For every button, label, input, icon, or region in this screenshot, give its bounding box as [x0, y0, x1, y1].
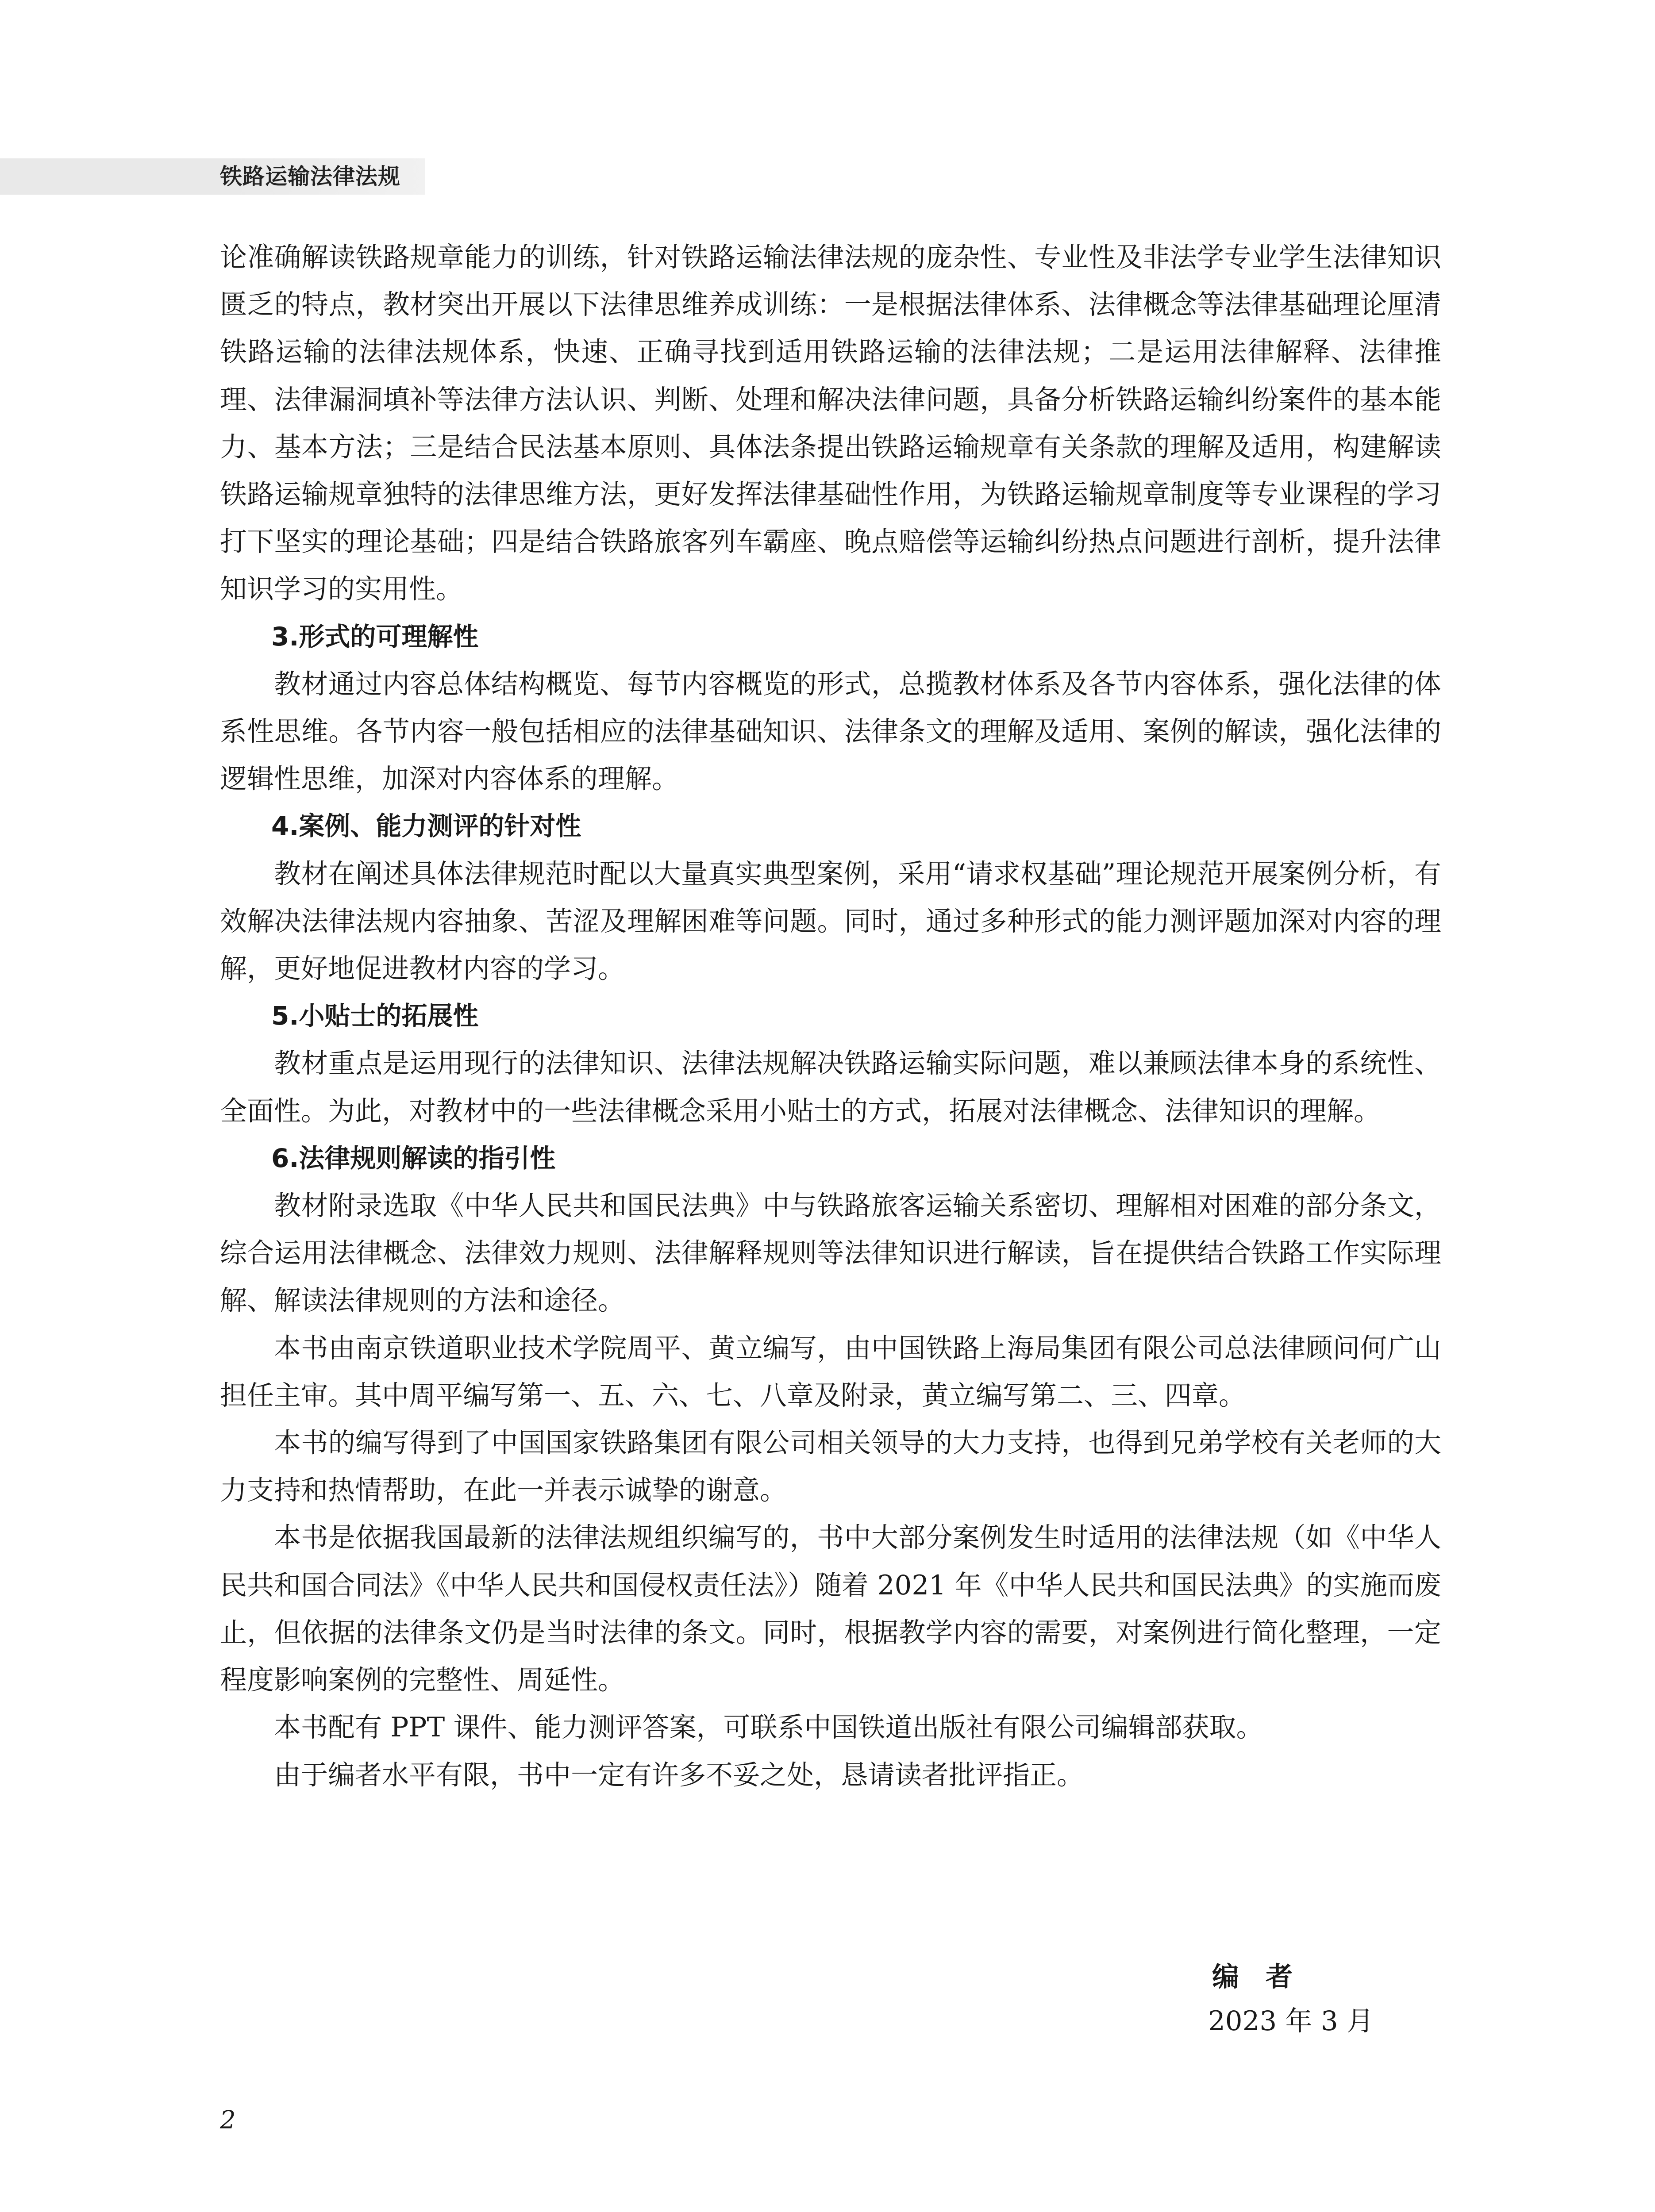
- paragraph-acknowledgement: 本书的编写得到了中国国家铁路集团有限公司相关领导的大力支持，也得到兄弟学校有关老师的大力支持和热情帮助，在此一并表示诚挚的谢意。: [220, 1427, 1441, 1506]
- paragraph-closing: 由于编者水平有限，书中一定有许多不妥之处，恳请读者批评指正。: [274, 1759, 1084, 1791]
- paragraph-authors: 本书由南京铁道职业技术学院周平、黄立编写，由中国铁路上海局集团有限公司总法律顾问何广山担任主审。其中周平编写第一、五、六、七、八章及附录，黄立编写第二、三、四章。: [220, 1332, 1441, 1411]
- page-body: [220, 234, 1441, 1799]
- section-heading-6: 6.法律规则解读的指引性: [271, 1143, 556, 1173]
- paragraph-section-4: 教材在阐述具体法律规范时配以大量真实典型案例，采用“请求权基础”理论规范开展案例分析，有效解决法律法规内容抽象、苦涩及理解困难等问题。同时，通过多种形式的能力测评题加深对内容的理解，更好地促进教材内容的学习。: [220, 858, 1441, 985]
- paragraph-resources: 本书配有 PPT 课件、能力测评答案，可联系中国铁道出版社有限公司编辑部获取。: [274, 1712, 1263, 1743]
- paragraph-section-5: 教材重点是运用现行的法律知识、法律法规解决铁路运输实际问题，难以兼顾法律本身的系统性、全面性。为此，对教材中的一些法律概念采用小贴士的方式，拓展对法律概念、法律知识的理解。: [220, 1048, 1441, 1127]
- paragraph-section-3: 教材通过内容总体结构概览、每节内容概览的形式，总揽教材体系及各节内容体系，强化法律的体系性思维。各节内容一般包括相应的法律基础知识、法律条文的理解及适用、案例的解读，强化法律的逻辑性思维，加深对内容体系的理解。: [220, 668, 1441, 795]
- signature-author: 编者: [1212, 1961, 1319, 1993]
- running-header-title: 铁路运输法律法规: [220, 164, 400, 189]
- paragraph-legal-basis: 本书是依据我国最新的法律法规组织编写的，书中大部分案例发生时适用的法律法规（如《中华人民共和国合同法》《中华人民共和国侵权责任法》）随着 2021 年《中华人民共和国民法典》的实施而废止，但依据的法律条文仍是当时法律的条文。同时，根据教学内容的需要，对案例进行简化整理，一定程度影响案例的完整性、周延性。: [220, 1522, 1441, 1696]
- section-heading-4: 4.案例、能力测评的针对性: [271, 811, 581, 841]
- section-heading-3: 3.形式的可理解性: [271, 621, 479, 652]
- paragraph-section-6: 教材附录选取《中华人民共和国民法典》中与铁路旅客运输关系密切、理解相对困难的部分条文，综合运用法律概念、法律效力规则、法律解释规则等法律知识进行解读，旨在提供结合铁路工作实际理解、解读法律规则的方法和途径。: [220, 1190, 1441, 1317]
- signature-date: 2023 年 3 月: [1208, 2005, 1374, 2037]
- paragraph-intro: 论准确解读铁路规章能力的训练，针对铁路运输法律法规的庞杂性、专业性及非法学专业学生法律知识匮乏的特点，教材突出开展以下法律思维养成训练：一是根据法律体系、法律概念等法律基础理论厘清铁路运输的法律法规体系，快速、正确寻找到适用铁路运输的法律法规；二是运用法律解释、法律推理、法律漏洞填补等法律方法认识、判断、处理和解决法律问题，具备分析铁路运输纠纷案件的基本能力、基本方法；三是结合民法基本原则、具体法条提出铁路运输规章有关条款的理解及适用，构建解读铁路运输规章独特的法律思维方法，更好发挥法律基础性作用，为铁路运输规章制度等专业课程的学习打下坚实的理论基础；四是结合铁路旅客列车霸座、晚点赔偿等运输纠纷热点问题进行剖析，提升法律知识学习的实用性。: [220, 242, 1441, 605]
- section-heading-5: 5.小贴士的拓展性: [271, 1001, 479, 1031]
- page-number: 2: [220, 2106, 236, 2135]
